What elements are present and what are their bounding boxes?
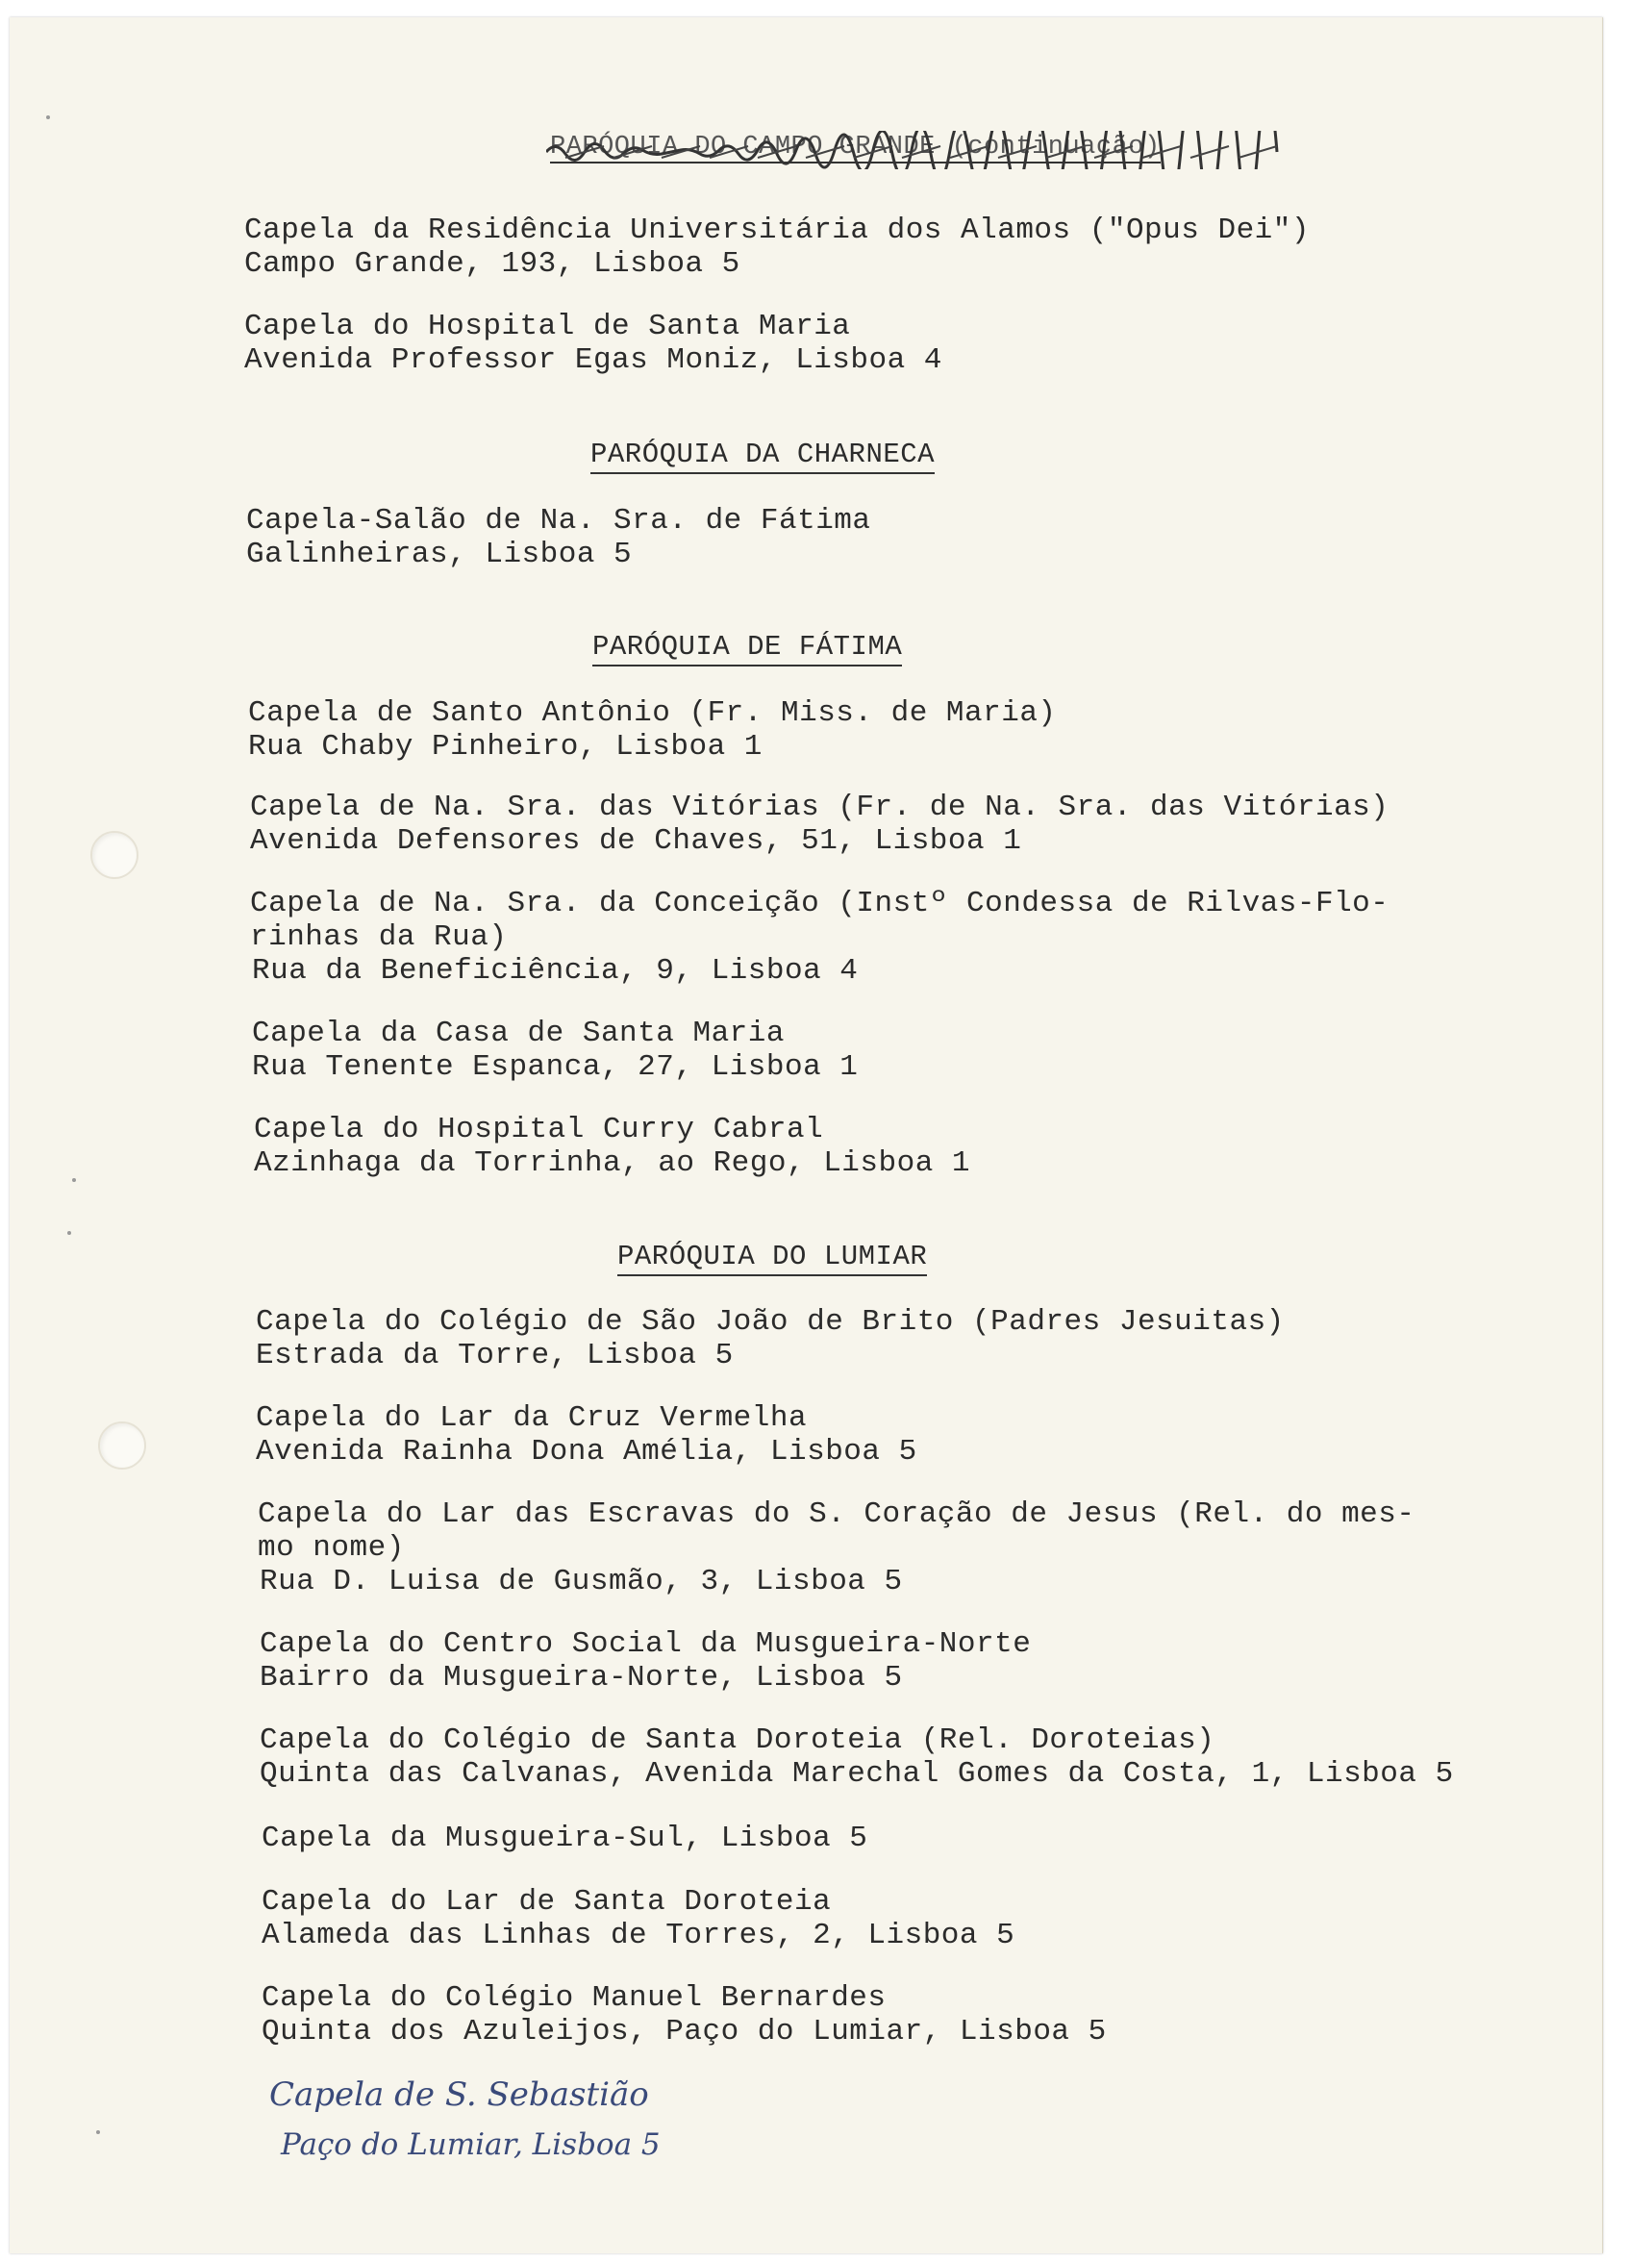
entry-line: Capela do Centro Social da Musgueira-Norte <box>260 1627 1032 1661</box>
entry-line: Capela da Casa de Santa Maria <box>252 1017 785 1050</box>
entry-line: Rua da Beneficiência, 9, Lisboa 4 <box>252 954 859 988</box>
paper-speck <box>46 115 50 119</box>
entry-line: Capela do Colégio Manuel Bernardes <box>262 1981 887 2015</box>
entry-line: Galinheiras, Lisboa 5 <box>246 538 633 571</box>
entry-line: Capela do Lar de Santa Doroteia <box>262 1885 832 1919</box>
entry-line: Bairro da Musgueira-Norte, Lisboa 5 <box>260 1661 903 1695</box>
entry-line: Capela do Hospital de Santa Maria <box>244 310 851 343</box>
punch-hole-top <box>90 831 138 879</box>
entry-line: Estrada da Torre, Lisboa 5 <box>256 1339 734 1372</box>
entry-line: Quinta dos Azuleijos, Paço do Lumiar, Lisboa 5 <box>262 2015 1107 2049</box>
handwritten-note-line: Paço do Lumiar, Lisboa 5 <box>281 2127 661 2162</box>
entry-line: Avenida Rainha Dona Amélia, Lisboa 5 <box>256 1435 917 1469</box>
section-heading: PARÓQUIA DE FÁTIMA <box>592 631 902 666</box>
punch-hole-bottom <box>98 1421 146 1470</box>
entry-line: Capela do Hospital Curry Cabral <box>254 1113 824 1146</box>
entry-line: Campo Grande, 193, Lisboa 5 <box>244 247 740 281</box>
entry-line: Capela de Na. Sra. da Conceição (Instº Condessa de Rilvas-Flo- <box>250 887 1389 920</box>
section-heading: PARÓQUIA DA CHARNECA <box>590 439 935 474</box>
entry-line: Capela de Na. Sra. das Vitórias (Fr. de Na. Sra. das Vitórias) <box>250 791 1389 824</box>
entry-line: Capela da Residência Universitária dos Alamos ("Opus Dei") <box>244 214 1310 247</box>
entry-line: Capela do Colégio de São João de Brito (Padres Jesuitas) <box>256 1305 1285 1339</box>
entry-line: mo nome) <box>258 1531 405 1565</box>
entry-line: Rua Chaby Pinheiro, Lisboa 1 <box>248 730 763 764</box>
entry-line: Rua Tenente Espanca, 27, Lisboa 1 <box>252 1050 859 1084</box>
entry-line: Rua D. Luisa de Gusmão, 3, Lisboa 5 <box>260 1565 903 1598</box>
entry-line: Avenida Defensores de Chaves, 51, Lisboa 1 <box>250 824 1022 858</box>
entry-line: Quinta das Calvanas, Avenida Marechal Gomes da Costa, 1, Lisboa 5 <box>260 1757 1454 1791</box>
paper-speck <box>67 1231 71 1235</box>
entry-line: Capela de Santo Antônio (Fr. Miss. de Maria) <box>248 696 1057 730</box>
entry-line: Avenida Professor Egas Moniz, Lisboa 4 <box>244 343 942 377</box>
struck-header: PARÓQUIA DO CAMPO GRANDE (continuação) <box>550 133 1161 162</box>
entry-line: Capela do Colégio de Santa Doroteia (Rel. Doroteias) <box>260 1723 1215 1757</box>
entry-line: Capela-Salão de Na. Sra. de Fátima <box>246 504 871 538</box>
entry-line: Capela do Lar da Cruz Vermelha <box>256 1401 808 1435</box>
paper-speck <box>72 1178 76 1182</box>
entry-line: Azinhaga da Torrinha, ao Rego, Lisboa 1 <box>254 1146 971 1180</box>
handwritten-note-line: Capela de S. Sebastião <box>269 2075 649 2114</box>
entry-line: Alameda das Linhas de Torres, 2, Lisboa 5 <box>262 1919 1015 1952</box>
section-heading: PARÓQUIA DO LUMIAR <box>617 1241 927 1276</box>
paper-speck <box>96 2130 100 2134</box>
entry-line: rinhas da Rua) <box>250 920 508 954</box>
entry-line: Capela do Lar das Escravas do S. Coração de Jesus (Rel. do mes- <box>258 1497 1415 1531</box>
entry-line: Capela da Musgueira-Sul, Lisboa 5 <box>262 1822 868 1855</box>
